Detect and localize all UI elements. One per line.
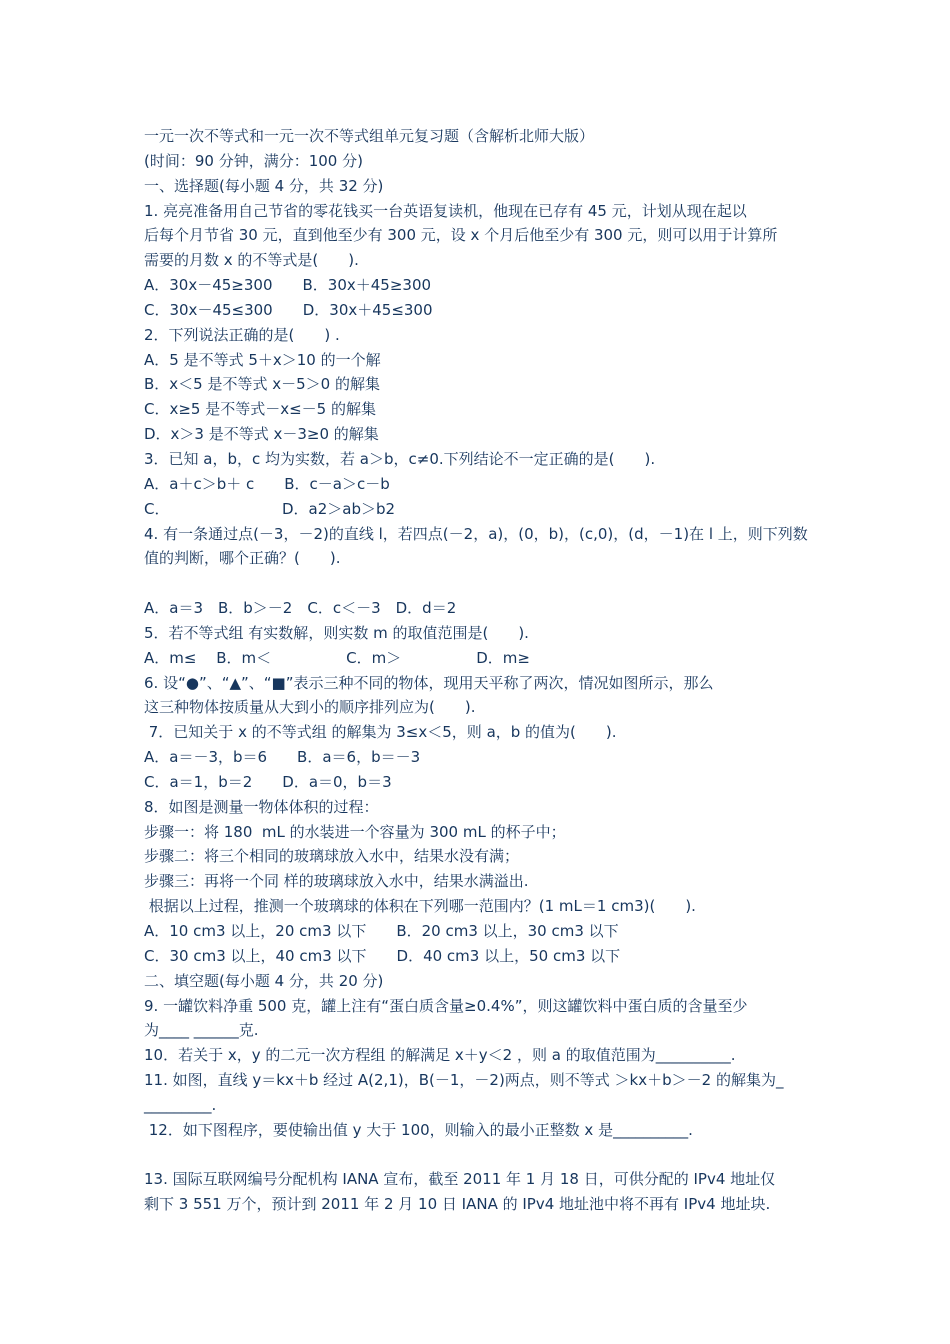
question-9-text: 9. 一罐饮料净重 500 克，罐上注有“蛋白质含量≥0.4%”，则这罐饮料中蛋白质的含量至少	[144, 996, 748, 1015]
question-1-options: C．30x－45≤300 D．30x＋45≤300	[144, 300, 433, 319]
question-8-options: C．30 cm3 以上，40 cm3 以下 D．40 cm3 以上，50 cm3 以下	[144, 946, 621, 965]
question-4-text: 4. 有一条通过点(－3，－2)的直线 l，若四点(－2，a)，(0，b)，(c,0)，(d，－1)在 l 上，则下列数	[144, 524, 808, 543]
question-10-text: 10．若关于 x，y 的二元一次方程组 的解满足 x＋y＜2 ，则 a 的取值范围为__________.	[144, 1046, 736, 1065]
question-8-step: 步骤二：将三个相同的玻璃球放入水中，结果水没有满；	[144, 847, 520, 866]
exam-info: (时间：90 分钟，满分：100 分)	[144, 151, 363, 170]
blank-line	[144, 1143, 814, 1168]
question-3-text: 3．已知 a，b，c 均为实数，若 a＞b，c≠0.下列结论不一定正确的是( ).	[144, 449, 656, 468]
question-2-option: D．x＞3 是不等式 x－3≥0 的解集	[144, 425, 379, 444]
question-9-text: 为____ ______克.	[144, 1021, 259, 1040]
question-1-text: 后每个月节省 30 元，直到他至少有 300 元，设 x 个月后他至少有 300 元，则可以用于计算所	[144, 226, 778, 245]
question-4-text: 值的判断，哪个正确？( ).	[144, 549, 341, 568]
question-13-text: 剩下 3 551 万个，预计到 2011 年 2 月 10 日 IANA 的 IPv4 地址池中将不再有 IPv4 地址块.	[144, 1195, 771, 1214]
question-1-options: A．30x－45≥300 B．30x＋45≥300	[144, 276, 432, 295]
question-13-text: 13. 国际互联网编号分配机构 IANA 宣布，截至 2011 年 1 月 18 日，可供分配的 IPv4 地址仅	[144, 1170, 776, 1189]
question-11-text: 11. 如图，直线 y＝kx＋b 经过 A(2,1)，B(－1，－2)两点，则不等式 ＞kx＋b＞－2 的解集为_	[144, 1071, 784, 1090]
section-heading-choice: 一、选择题(每小题 4 分，共 32 分)	[144, 176, 384, 195]
question-4-options: A．a＝3 B．b＞－2 C．c＜－3 D．d＝2	[144, 599, 457, 618]
question-8-options: A．10 cm3 以上，20 cm3 以下 B．20 cm3 以上，30 cm3 以下	[144, 922, 619, 940]
question-3-options: A．a＋c＞b＋ c B．c－a＞c－b	[144, 474, 390, 493]
question-8-prompt: 根据以上过程，推测一个玻璃球的体积在下列哪一范围内？(1 mL＝1 cm3)( ).	[144, 897, 696, 916]
question-8-step: 步骤三：再将一个同 样的玻璃球放入水中，结果水满溢出.	[144, 872, 529, 891]
question-6-text: 这三种物体按质量从大到小的顺序排列应为( ).	[144, 698, 476, 717]
question-12-text: 12．如下图程序，要使输出值 y 大于 100，则输入的最小正整数 x 是__________.	[144, 1120, 693, 1139]
doc-title: 一元一次不等式和一元一次不等式组单元复习题（含解析北师大版）	[144, 127, 595, 145]
question-5-text: 5．若不等式组 有实数解，则实数 m 的取值范围是( ).	[144, 623, 529, 642]
question-1-text: 1. 亮亮准备用自己节省的零花钱买一台英语复读机，他现在已存有 45 元，计划从现在起以	[144, 201, 747, 220]
question-3-options: C． D．a2＞ab＞b2	[144, 499, 396, 518]
question-8-text: 8．如图是测量一物体体积的过程：	[144, 797, 379, 816]
question-7-text: 7．已知关于 x 的不等式组 的解集为 3≤x＜5，则 a，b 的值为( ).	[144, 723, 617, 742]
blank-line	[144, 571, 814, 596]
question-6-text: 6. 设“●”、“▲”、“■”表示三种不同的物体，现用天平称了两次，情况如图所示，那么	[144, 673, 714, 692]
question-2-text: 2．下列说法正确的是( ) .	[144, 325, 340, 344]
question-5-options: A．m≤ B．m＜ C．m＞ D．m≥	[144, 648, 530, 667]
question-11-text: _________.	[144, 1095, 217, 1114]
section-heading-fill: 二、填空题(每小题 4 分，共 20 分)	[144, 971, 384, 990]
question-7-options: A．a＝－3，b＝6 B．a＝6，b＝－3	[144, 748, 421, 767]
question-2-option: B．x＜5 是不等式 x－5＞0 的解集	[144, 375, 380, 394]
question-2-option: A．5 是不等式 5＋x＞10 的一个解	[144, 350, 381, 369]
question-7-options: C．a＝1，b＝2 D．a＝0，b＝3	[144, 772, 392, 791]
question-8-step: 步骤一：将 180 mL 的水装进一个容量为 300 mL 的杯子中；	[144, 822, 566, 841]
document-page	[144, 124, 814, 1217]
question-1-text: 需要的月数 x 的不等式是( ).	[144, 251, 359, 270]
question-2-option: C．x≥5 是不等式－x≤－5 的解集	[144, 400, 376, 419]
